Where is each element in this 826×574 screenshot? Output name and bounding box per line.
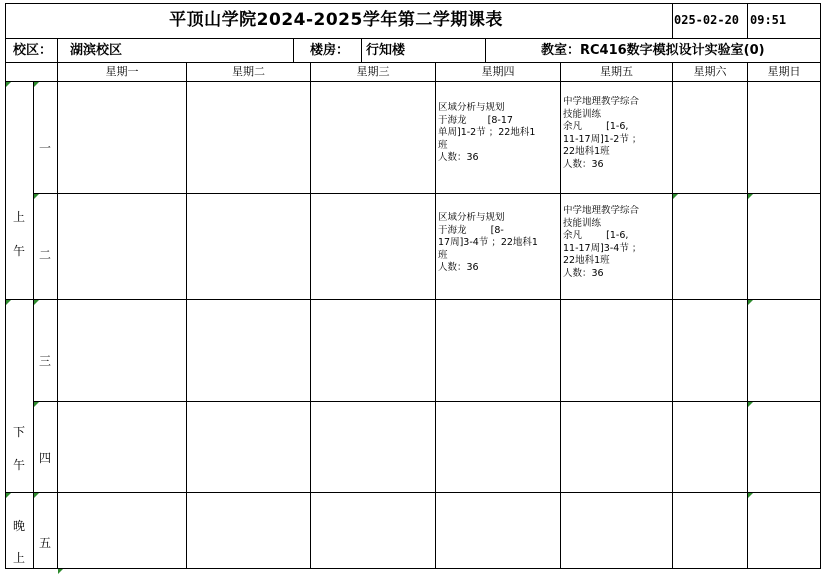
building-value: 行知楼 [366, 43, 406, 58]
period-5: 五 [38, 536, 51, 550]
day-header-sun: 星期日 [767, 65, 801, 78]
period-3: 三 [38, 354, 51, 368]
day-header-sat: 星期六 [693, 65, 727, 78]
cell-marker [34, 300, 39, 305]
campus-label: 校区： [13, 43, 53, 58]
cell-marker [748, 493, 753, 498]
cell-marker [6, 82, 11, 87]
session-afternoon-2: 午 [12, 458, 25, 472]
day-header-tue: 星期二 [232, 65, 265, 78]
day-header-wed: 星期三 [356, 65, 390, 78]
cell-marker [58, 569, 63, 574]
course-entry: 区域分析与规划 于海龙 [8- 17周]3-4节 ；22地科1 班 人数：36 [438, 212, 538, 273]
day-header-thu: 星期四 [481, 65, 515, 78]
period-2: 二 [38, 248, 51, 262]
print-date: 025-02-20 [674, 13, 740, 27]
campus-value: 湖滨校区 [70, 43, 123, 58]
room-info: 教室：RC416数字模拟设计实验室(0) [541, 43, 765, 58]
session-morning-1: 上 [12, 210, 25, 224]
course-entry: 中学地理教学综合 技能训练 余凡 [1-6, 11-17周]3-4节 ； 22地科1班 人数：36 [563, 205, 642, 279]
print-time: 09:51 [750, 13, 787, 27]
cell-marker [34, 402, 39, 407]
cell-marker [34, 82, 39, 87]
cell-marker [6, 300, 11, 305]
session-evening-1: 晚 [12, 519, 25, 533]
cell-marker [6, 493, 11, 498]
cell-marker [34, 493, 39, 498]
cell-marker [673, 194, 678, 199]
cell-marker [748, 300, 753, 305]
course-entry: 中学地理教学综合 技能训练 余凡 [1-6, 11-17周]1-2节 ； 22地科1班 人数：36 [563, 96, 642, 170]
period-1: 一 [38, 141, 51, 155]
cell-marker [34, 194, 39, 199]
course-entry: 区域分析与规划 于海龙 [8-17 单周]1-2节 ；22地科1 班 人数：36 [438, 102, 536, 163]
building-label: 楼房： [310, 43, 350, 58]
session-evening-2: 上 [12, 551, 25, 565]
day-header-mon: 星期一 [105, 65, 139, 78]
day-header-fri: 星期五 [600, 65, 633, 78]
cell-marker [748, 194, 753, 199]
session-afternoon-1: 下 [12, 425, 25, 439]
schedule-title: 平顶山学院2024-2025学年第二学期课表 [169, 10, 503, 30]
period-4: 四 [38, 451, 51, 465]
session-morning-2: 午 [12, 244, 25, 258]
cell-marker [748, 402, 753, 407]
